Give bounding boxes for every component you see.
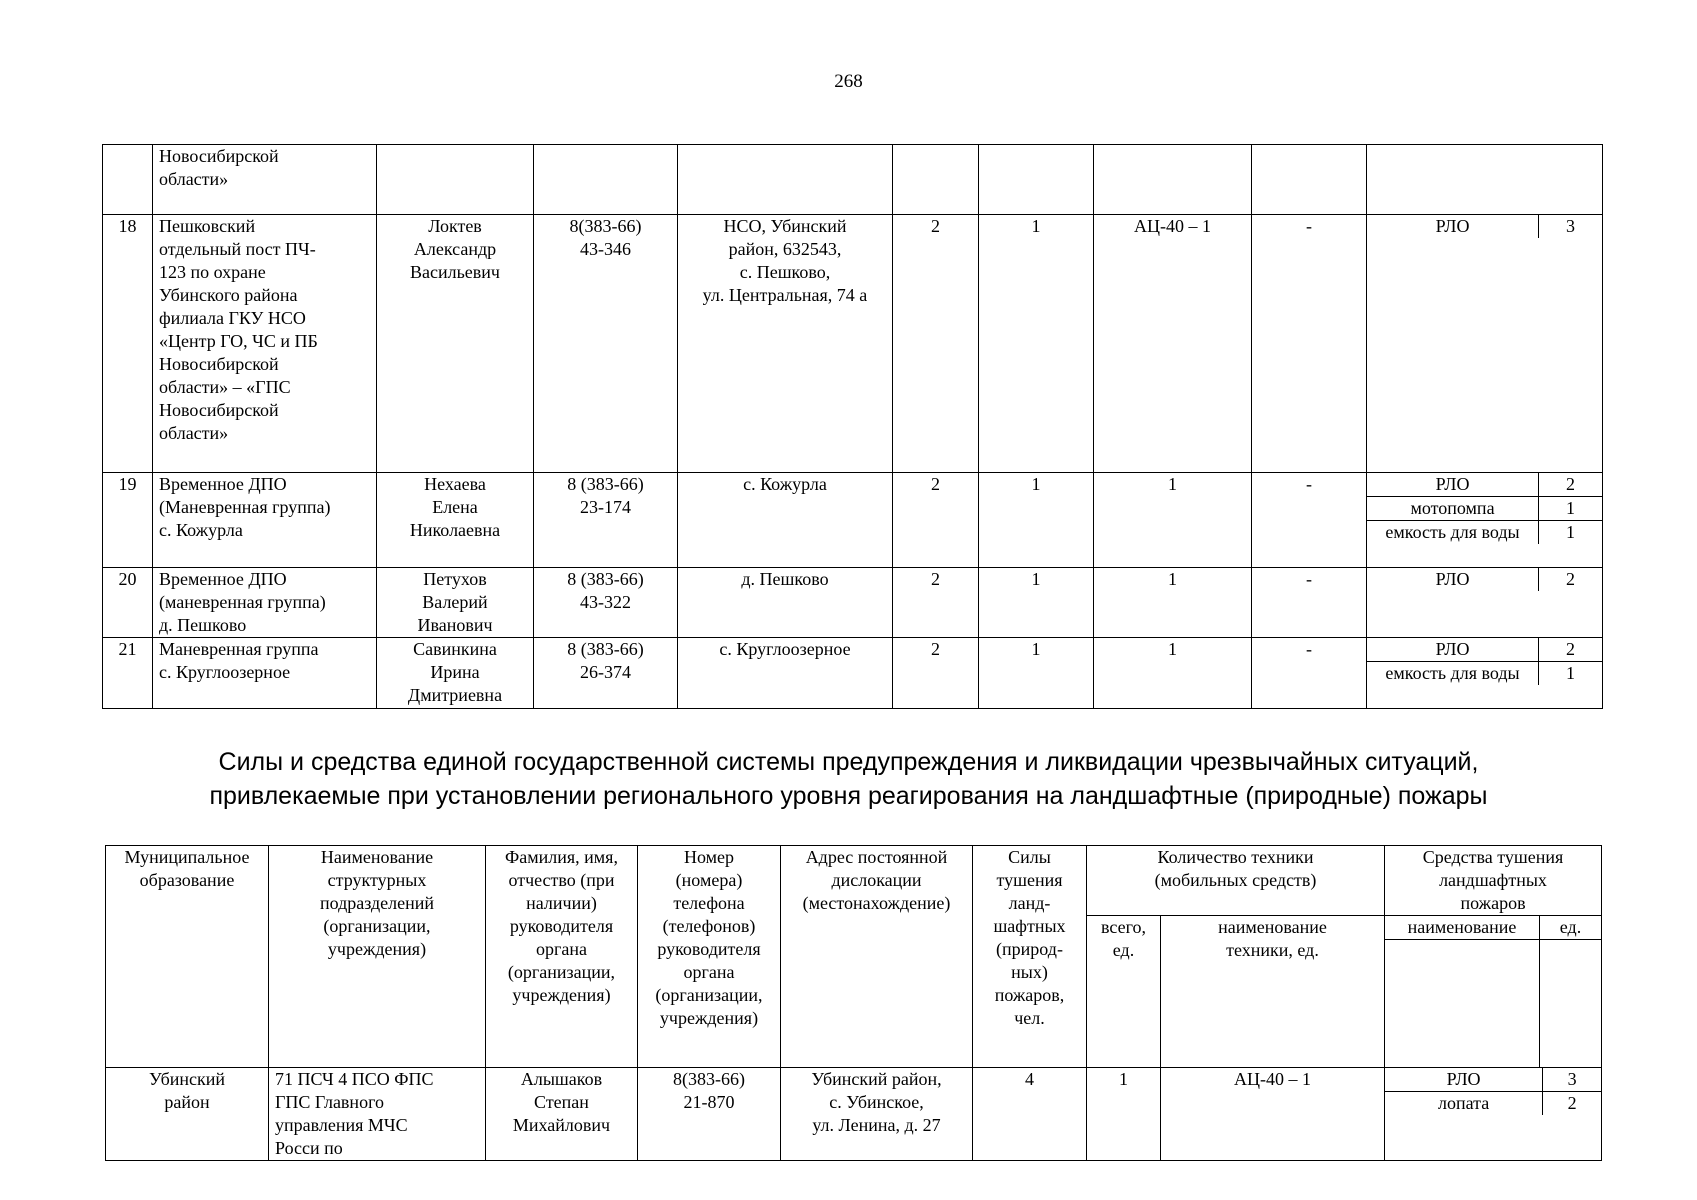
equipment-name: РЛО [1446, 1069, 1481, 1089]
cell-number: 18 [103, 215, 153, 473]
cell-equipment [1385, 1068, 1602, 1161]
equipment-qty: 1 [1539, 497, 1602, 521]
cell-forces [893, 145, 979, 215]
equipment-item [1367, 662, 1602, 686]
text-line: Дмитриевна [407, 685, 503, 705]
text-line: 43-346 [580, 239, 631, 259]
forces-table-continued [102, 144, 1603, 709]
table-row [103, 145, 1603, 215]
cell-equipment [1367, 638, 1603, 709]
equipment-item [1367, 215, 1602, 238]
cell-extra [1252, 145, 1367, 215]
cell-tech-name [1094, 145, 1252, 215]
text-line: Алышаков [520, 1069, 603, 1089]
equipment-list [1367, 215, 1602, 238]
text-line: Наименование [320, 847, 434, 867]
cell-number: 20 [103, 568, 153, 638]
cell-address [678, 215, 893, 473]
table-row [103, 638, 1603, 709]
equipment-name: РЛО [1435, 639, 1470, 659]
header-tech-group [1087, 846, 1385, 916]
text-line: ных) [1011, 962, 1048, 982]
cell-tech-count: 1 [979, 215, 1094, 473]
cell-forces: 4 [973, 1068, 1087, 1161]
text-line: ул. Ленина, д. 27 [812, 1115, 941, 1135]
cell-municipality [106, 1068, 269, 1161]
text-line: Новосибирской [159, 354, 279, 374]
text-line: с. Кожурла [743, 474, 827, 494]
cell-unit-name [153, 638, 377, 709]
cell-address [678, 145, 893, 215]
text-line: район, 632543, [728, 239, 842, 259]
header-means-group [1385, 846, 1602, 916]
text-line: (организации, [507, 962, 616, 982]
text-line: Убинского района [159, 285, 298, 305]
cell-tech-name: 1 [1094, 473, 1252, 568]
text-line: (Маневренная группа) [159, 497, 331, 517]
cell-equipment [1367, 215, 1603, 473]
text-line: 8 (383-66) [567, 569, 644, 589]
text-line: 8(383-66) [673, 1069, 745, 1089]
text-line: Муниципальное [124, 847, 250, 867]
equipment-name: лопата [1385, 1092, 1543, 1116]
text-line: 8 (383-66) [567, 474, 644, 494]
text-line: ул. Центральная, 74 а [702, 285, 868, 305]
text-line: отчество (при [508, 870, 615, 890]
cell-head-name [377, 473, 534, 568]
text-line: филиала ГКУ НСО [159, 308, 306, 328]
header-unit-name [269, 846, 486, 1068]
text-line: Новосибирской [159, 146, 279, 166]
equipment-qty: 3 [1543, 1068, 1601, 1092]
text-line: с. Круглоозерное [159, 662, 291, 682]
cell-equipment [1367, 568, 1603, 638]
header-forces [973, 846, 1087, 1068]
text-line: (телефонов) [662, 916, 756, 936]
text-line: Росси по [275, 1138, 343, 1158]
equipment-list [1367, 638, 1602, 685]
text-line: отдельный пост ПЧ- [159, 239, 316, 259]
text-line: наименование [1218, 917, 1327, 937]
text-line: техники, ед. [1226, 940, 1319, 960]
text-line: Пешковский [159, 216, 256, 236]
equipment-name: РЛО [1435, 474, 1470, 494]
section-title-line-2: привлекаемые при установлении регионального уровня реагирования на ландшафтные (природные) пожары [209, 782, 1488, 810]
text-line: области» [159, 423, 229, 443]
text-line: Временное ДПО [159, 569, 287, 589]
text-line: 21-870 [683, 1092, 735, 1112]
header-means-unit: ед. [1540, 916, 1602, 940]
text-line: Иванович [417, 615, 493, 635]
cell-tech-count: 1 [979, 638, 1094, 709]
equipment-qty: 1 [1539, 662, 1602, 686]
text-line: Количество техники [1157, 847, 1314, 867]
text-line: Александр [413, 239, 497, 259]
text-line: учреждения) [659, 1008, 759, 1028]
text-line: руководителя [509, 916, 614, 936]
text-line: области» [159, 169, 229, 189]
equipment-qty: 1 [1539, 521, 1602, 545]
cell-tech-count: 1 [979, 568, 1094, 638]
header-municipality [106, 846, 269, 1068]
equipment-name: РЛО [1435, 569, 1470, 589]
text-line: подразделений [319, 893, 435, 913]
cell-tech-name: АЦ-40 – 1 [1161, 1068, 1385, 1161]
table-row [103, 473, 1603, 568]
text-line: 8 (383-66) [567, 639, 644, 659]
equipment-item [1367, 638, 1602, 662]
cell-forces: 2 [893, 568, 979, 638]
text-line: Ирина [430, 662, 480, 682]
equipment-qty: 2 [1543, 1092, 1601, 1116]
equipment-name: РЛО [1435, 216, 1470, 236]
text-line: органа [683, 962, 735, 982]
cell-extra: - [1252, 638, 1367, 709]
text-line: Средства тушения [1422, 847, 1564, 867]
header-means-name: наименование [1385, 916, 1540, 940]
text-line: Елена [432, 497, 478, 517]
text-line: руководителя [657, 939, 761, 959]
text-line: (номера) [675, 870, 743, 890]
text-line: ландшафтных [1439, 870, 1547, 890]
text-line: Убинский [148, 1069, 226, 1089]
text-line: ланд- [1008, 893, 1051, 913]
equipment-list [1367, 473, 1602, 544]
text-line: Новосибирской [159, 400, 279, 420]
cell-address [781, 1068, 973, 1161]
text-line: «Центр ГО, ЧС и ПБ [159, 331, 318, 351]
cell-address [678, 638, 893, 709]
text-line: Васильевич [410, 262, 500, 282]
text-line: Фамилия, имя, [505, 847, 618, 867]
cell-head-name [486, 1068, 638, 1161]
cell-head-name [377, 638, 534, 709]
cell-phone [534, 638, 678, 709]
cell-unit-name [153, 145, 377, 215]
text-line: (маневренная группа) [159, 592, 326, 612]
cell-forces: 2 [893, 215, 979, 473]
text-line: Номер [683, 847, 735, 867]
table-row [106, 1068, 1602, 1161]
cell-tech-name: 1 [1094, 638, 1252, 709]
text-line: район [164, 1092, 210, 1112]
text-line: Силы [1008, 847, 1051, 867]
equipment-qty: 2 [1539, 473, 1602, 497]
text-line: (природ- [996, 939, 1063, 959]
text-line: Адрес постоянной [805, 847, 948, 867]
header-phone [638, 846, 781, 1068]
cell-phone [534, 473, 678, 568]
cell-tech-count [979, 145, 1094, 215]
text-line: дислокации [831, 870, 922, 890]
equipment-name: емкость для воды [1367, 662, 1539, 686]
header-means-unit-spacer [1540, 940, 1602, 1068]
text-line: Николаевна [409, 520, 501, 540]
text-line: Маневренная группа [159, 639, 319, 659]
text-line: Степан [534, 1092, 589, 1112]
page-number: 268 [834, 71, 863, 92]
regional-forces-table [105, 845, 1602, 1161]
header-address [781, 846, 973, 1068]
equipment-name: мотопомпа [1367, 497, 1539, 521]
text-line: (организации, [655, 985, 763, 1005]
text-line: 43-322 [580, 592, 631, 612]
header-row-1 [106, 846, 1602, 916]
text-line: шафтных [993, 916, 1066, 936]
cell-number [103, 145, 153, 215]
text-line: ГПС Главного [275, 1092, 385, 1112]
text-line: Временное ДПО [159, 474, 287, 494]
text-line: тушения [996, 870, 1063, 890]
text-line: 71 ПСЧ 4 ПСО ФПС [275, 1069, 434, 1089]
cell-equipment [1367, 145, 1603, 215]
equipment-item [1367, 568, 1602, 591]
cell-address [678, 568, 893, 638]
equipment-item [1385, 1068, 1601, 1092]
text-line: с. Кожурла [159, 520, 243, 540]
table-row [103, 568, 1603, 638]
equipment-qty: 2 [1539, 568, 1602, 591]
text-line: 26-374 [580, 662, 631, 682]
cell-forces: 2 [893, 638, 979, 709]
equipment-list [1367, 568, 1602, 591]
header-tech-total [1087, 916, 1161, 1068]
cell-number: 19 [103, 473, 153, 568]
text-line: пожаров [1460, 893, 1526, 913]
cell-number: 21 [103, 638, 153, 709]
text-line: телефона [673, 893, 745, 913]
text-line: учреждения) [327, 939, 427, 959]
text-line: пожаров, [994, 985, 1065, 1005]
text-line: 123 по охране [159, 262, 266, 282]
text-line: Михайлович [512, 1115, 611, 1135]
equipment-item [1385, 1092, 1601, 1116]
cell-phone [534, 215, 678, 473]
text-line: с. Убинское, [829, 1092, 924, 1112]
text-line: управления МЧС [275, 1115, 408, 1135]
equipment-list [1385, 1068, 1601, 1115]
text-line: (организации, [323, 916, 431, 936]
equipment-name: емкость для воды [1367, 521, 1539, 545]
cell-extra: - [1252, 473, 1367, 568]
text-line: наличии) [526, 893, 597, 913]
text-line: Савинкина [413, 639, 497, 659]
header-means-name-spacer [1385, 940, 1540, 1068]
cell-address [678, 473, 893, 568]
cell-unit-name [153, 568, 377, 638]
text-line: Локтев [428, 216, 482, 236]
text-line: чел. [1014, 1008, 1045, 1028]
text-line: Петухов [423, 569, 487, 589]
text-line: с. Круглоозерное [719, 639, 851, 659]
text-line: с. Пешково, [739, 262, 831, 282]
cell-tech-name: 1 [1094, 568, 1252, 638]
cell-tech-total: 1 [1087, 1068, 1161, 1161]
cell-phone [638, 1068, 781, 1161]
equipment-qty: 2 [1539, 638, 1602, 662]
cell-tech-name: АЦ-40 – 1 [1094, 215, 1252, 473]
text-line: 23-174 [580, 497, 631, 517]
cell-phone [534, 568, 678, 638]
cell-unit-name [153, 215, 377, 473]
text-line: НСО, Убинский [723, 216, 847, 236]
table-row [103, 215, 1603, 473]
cell-phone [534, 145, 678, 215]
text-line: Валерий [422, 592, 488, 612]
text-line: 8(383-66) [569, 216, 642, 236]
cell-forces: 2 [893, 473, 979, 568]
text-line: Нехаева [424, 474, 486, 494]
text-line: всего, [1100, 917, 1147, 937]
cell-extra: - [1252, 215, 1367, 473]
cell-tech-count: 1 [979, 473, 1094, 568]
text-line: (местонахождение) [802, 893, 951, 913]
text-line: учреждения) [512, 985, 611, 1005]
cell-unit-name [269, 1068, 486, 1161]
text-line: органа [536, 939, 587, 959]
text-line: (мобильных средств) [1154, 870, 1317, 890]
equipment-item [1367, 497, 1602, 521]
cell-head-name [377, 215, 534, 473]
text-line: д. Пешково [159, 615, 247, 635]
cell-equipment [1367, 473, 1603, 568]
header-tech-name [1161, 916, 1385, 1068]
cell-head-name [377, 145, 534, 215]
equipment-item [1367, 473, 1602, 497]
cell-extra: - [1252, 568, 1367, 638]
equipment-item [1367, 521, 1602, 545]
text-line: д. Пешково [741, 569, 829, 589]
equipment-qty: 3 [1539, 215, 1602, 238]
cell-head-name [377, 568, 534, 638]
text-line: области» – «ГПС [159, 377, 291, 397]
section-title-line-1: Силы и средства единой государственной системы предупреждения и ликвидации чрезвычайных ситуаций, [218, 748, 1479, 776]
text-line: Убинский район, [811, 1069, 942, 1089]
text-line: структурных [327, 870, 427, 890]
text-line: ед. [1112, 940, 1135, 960]
text-line: образование [139, 870, 235, 890]
cell-unit-name [153, 473, 377, 568]
header-head-name [486, 846, 638, 1068]
